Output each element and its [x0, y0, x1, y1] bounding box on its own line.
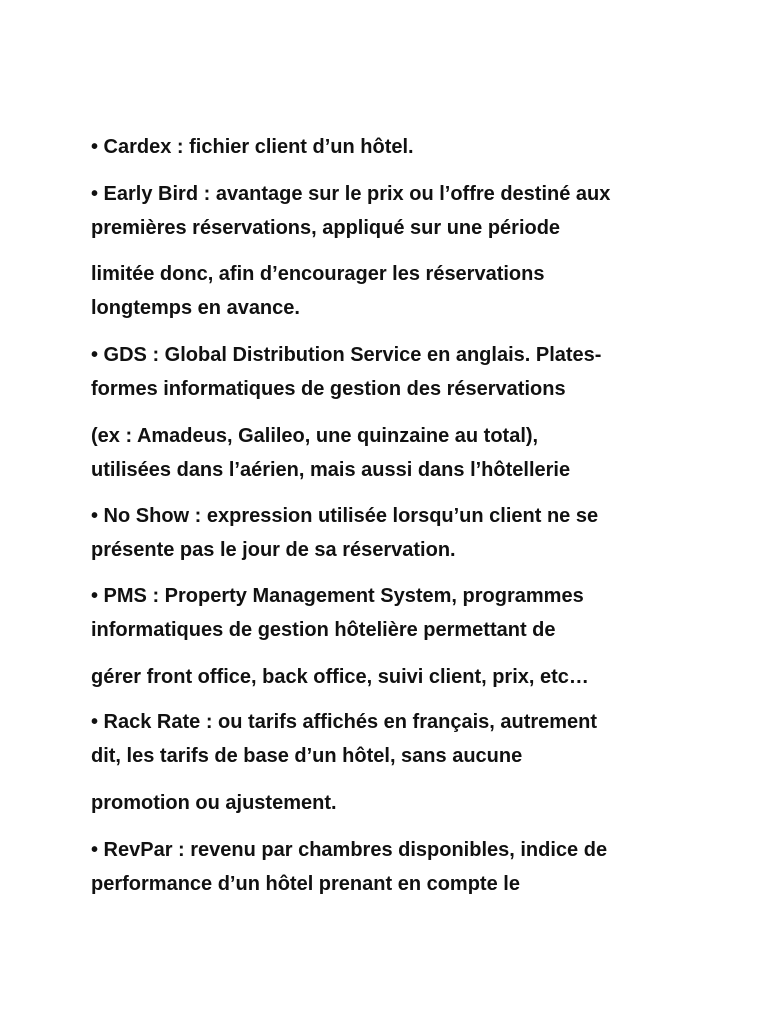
glossary-line: dit, les tarifs de base d’un hôtel, sans aucune: [91, 745, 523, 767]
glossary-line: limitée donc, afin d’encourager les réservations: [91, 263, 545, 285]
glossary-line-revpar: • RevPar : revenu par chambres disponibles, indice de: [91, 839, 608, 861]
glossary-line: présente pas le jour de sa réservation.: [91, 539, 456, 561]
glossary-line-no-show: • No Show : expression utilisée lorsqu’un client ne se: [91, 505, 599, 527]
glossary-line-cardex: • Cardex : fichier client d’un hôtel.: [91, 136, 414, 158]
glossary-line: premières réservations, appliqué sur une période: [91, 217, 561, 239]
glossary-line: performance d’un hôtel prenant en compte le: [91, 873, 520, 895]
glossary-line: utilisées dans l’aérien, mais aussi dans l’hôtellerie: [91, 459, 571, 481]
glossary-line: gérer front office, back office, suivi client, prix, etc…: [91, 666, 589, 688]
glossary-line: formes informatiques de gestion des réservations: [91, 378, 566, 400]
glossary-line-rack-rate: • Rack Rate : ou tarifs affichés en français, autrement: [91, 711, 598, 733]
glossary-line: (ex : Amadeus, Galileo, une quinzaine au total),: [91, 425, 539, 447]
glossary-line-early-bird: • Early Bird : avantage sur le prix ou l’offre destiné aux: [91, 183, 611, 205]
glossary-line: longtemps en avance.: [91, 297, 300, 319]
glossary-line: promotion ou ajustement.: [91, 792, 337, 814]
glossary-line-pms: • PMS : Property Management System, programmes: [91, 585, 584, 607]
glossary-line-gds: • GDS : Global Distribution Service en anglais. Plates-: [91, 344, 602, 366]
glossary-line: informatiques de gestion hôtelière permettant de: [91, 619, 556, 641]
